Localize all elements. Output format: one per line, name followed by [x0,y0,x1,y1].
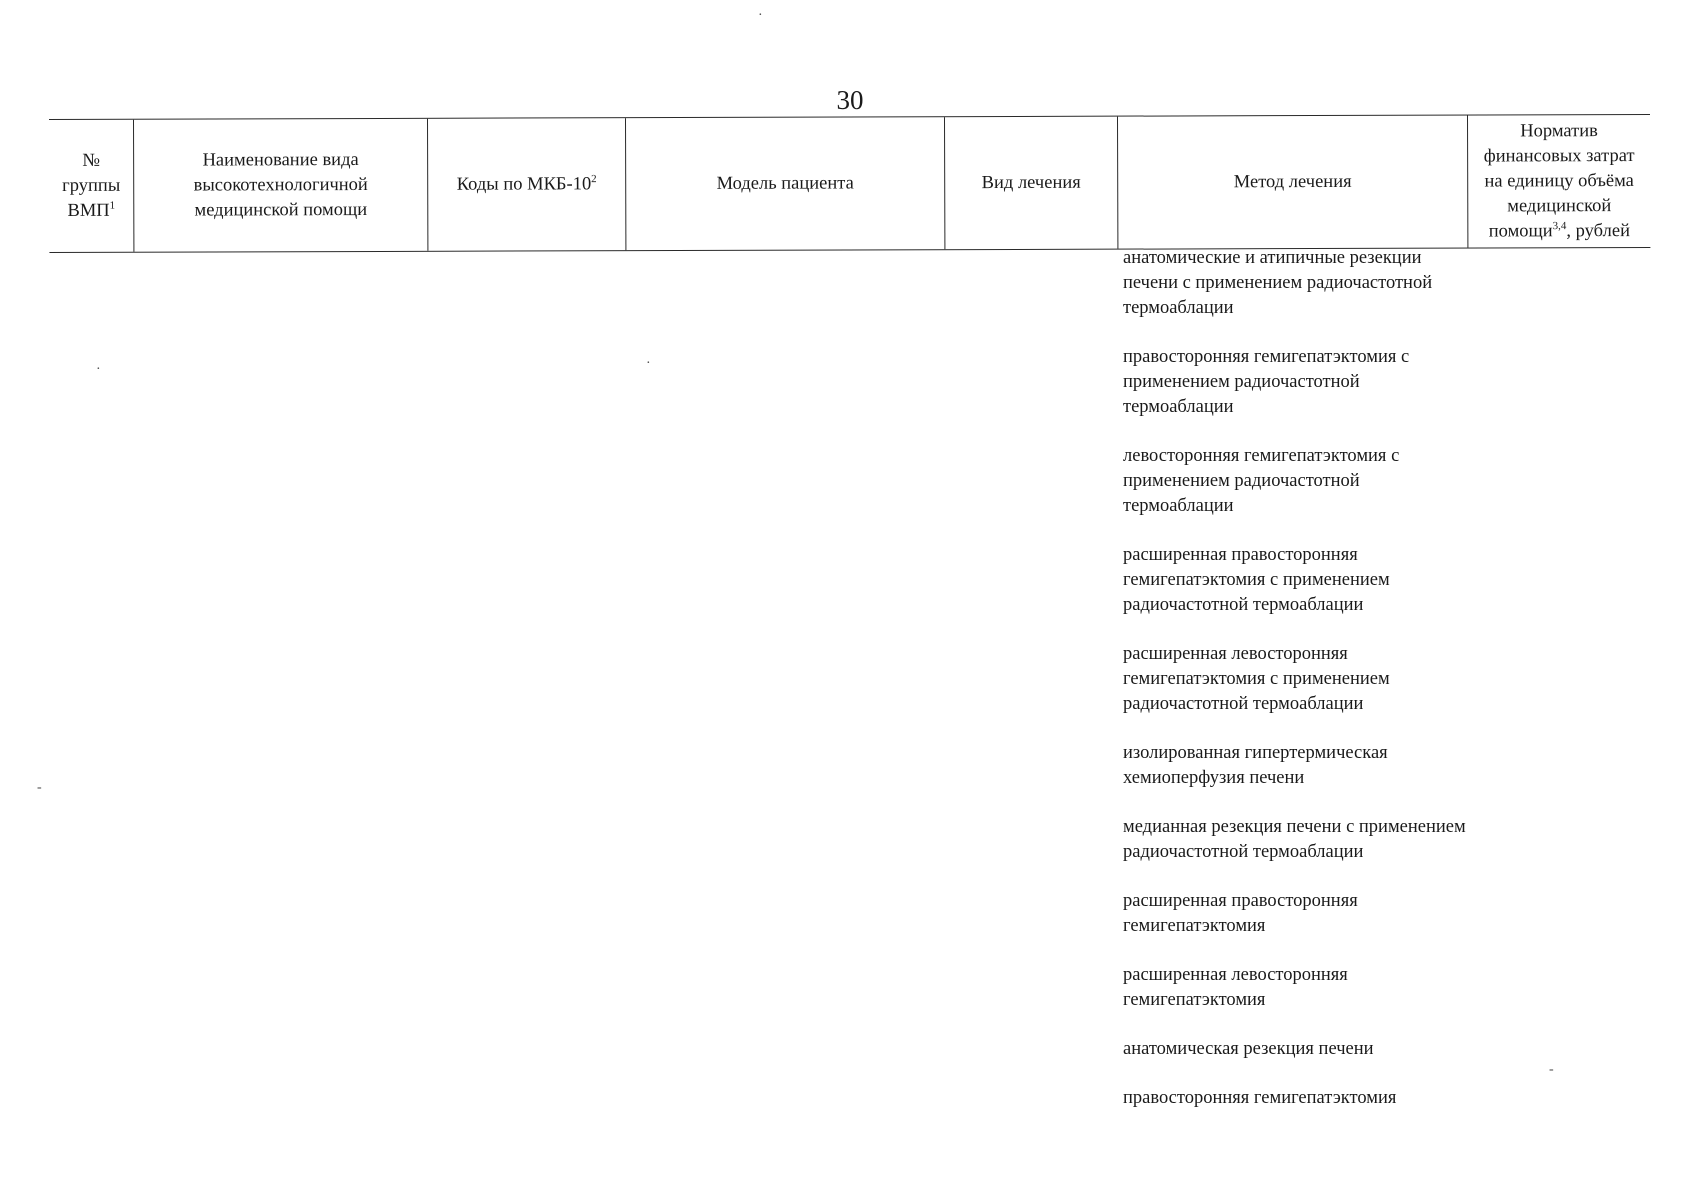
treatment-methods-list [1123,246,1473,1135]
list-item: правосторонняя гемигепатэктомия с применением радиочастотной термоаблации [1123,347,1410,417]
page-number: 30 [836,85,864,115]
header-icd-codes: Коды по МКБ-$10^2$ [427,118,625,251]
header-patient-model: Модель пациента [625,117,944,250]
list-item: медианная резекция печени с применением радиочастотной термоаблации [1123,817,1466,862]
scan-speck: · [96,362,101,377]
list-item: анатомическая резекция печени [1123,1039,1374,1059]
scan-speck: · [646,356,651,371]
list-item: левосторонняя гемигепатэктомия с применением радиочастотной термоаблации [1123,446,1400,516]
list-item: расширенная правосторонняя гемигепатэктомия [1123,891,1358,936]
list-item: анатомические и атипичные резекции печени с применением радиочастотной термоаблации [1123,248,1433,318]
table-header [49,114,1650,253]
scan-speck: - [37,780,42,795]
list-item: правосторонняя гемигепатэктомия [1123,1088,1397,1108]
header-group-number: № группы ВМП$^1$ [62,150,121,221]
scan-speck: · [758,8,763,23]
header-cost-standard: Норматив финансовых затрат на единицу объёма медицинской помощи$^{3,4}$, рублей [1467,115,1650,248]
list-item: расширенная левосторонняя гемигепатэктомия с применением радиочастотной термоаблации [1123,644,1390,714]
header-treatment-type: Вид лечения [944,117,1117,250]
list-item: изолированная гипертермическая хемиоперфузия печени [1123,743,1388,788]
header-care-type-name: Наименование вида высокотехнологичной медицинской помощи [133,119,427,252]
header-treatment-method: Метод лечения [1117,116,1467,249]
scan-speck: - [1549,1062,1554,1077]
list-item: расширенная правосторонняя гемигепатэктомия с применением радиочастотной термоаблации [1123,545,1390,615]
list-item: расширенная левосторонняя гемигепатэктомия [1123,965,1348,1010]
